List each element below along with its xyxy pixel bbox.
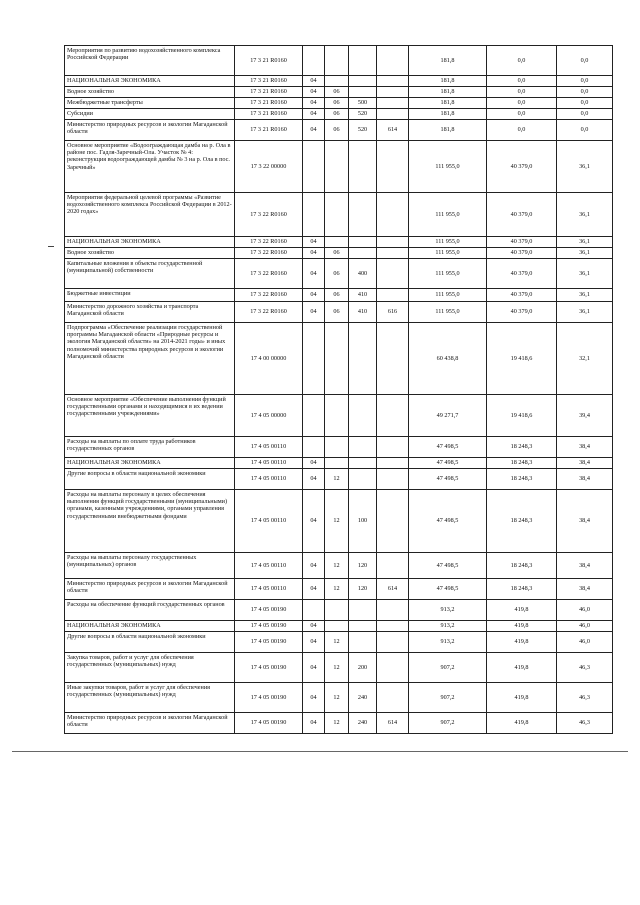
row-percent: 36,1 xyxy=(557,259,613,289)
row-expense-type: 240 xyxy=(349,683,377,713)
row-percent: 38,4 xyxy=(557,579,613,600)
row-administrator xyxy=(377,248,409,259)
row-target-code: 17 3 21 R0160 xyxy=(235,120,303,141)
row-administrator xyxy=(377,600,409,621)
row-plan-amount: 60 438,8 xyxy=(409,323,487,395)
row-plan-amount: 49 271,7 xyxy=(409,395,487,437)
row-name: Расходы на обеспечение функций государственных органов xyxy=(65,600,235,621)
row-target-code: 17 4 05 00190 xyxy=(235,621,303,632)
row-percent: 46,3 xyxy=(557,713,613,734)
row-section: 04 xyxy=(303,109,325,120)
row-plan-amount: 111 955,0 xyxy=(409,248,487,259)
row-target-code: 17 4 05 00190 xyxy=(235,713,303,734)
row-name: Другие вопросы в области национальной экономики xyxy=(65,469,235,490)
table-row xyxy=(65,259,613,289)
row-actual-amount: 0,0 xyxy=(487,120,557,141)
row-expense-type xyxy=(349,632,377,653)
row-plan-amount: 907,2 xyxy=(409,683,487,713)
row-actual-amount: 419,8 xyxy=(487,713,557,734)
row-plan-amount: 47 498,5 xyxy=(409,490,487,553)
row-expense-type xyxy=(349,248,377,259)
table-row xyxy=(65,141,613,193)
row-section: 04 xyxy=(303,490,325,553)
row-administrator xyxy=(377,653,409,683)
row-target-code: 17 4 05 00190 xyxy=(235,653,303,683)
row-plan-amount: 47 498,5 xyxy=(409,553,487,579)
row-section: 04 xyxy=(303,683,325,713)
row-plan-amount: 111 955,0 xyxy=(409,289,487,302)
row-name: Министерство природных ресурсов и экологии Магаданской области xyxy=(65,120,235,141)
row-expense-type xyxy=(349,46,377,76)
row-expense-type xyxy=(349,458,377,469)
row-section: 04 xyxy=(303,713,325,734)
row-administrator: 614 xyxy=(377,579,409,600)
row-percent: 39,4 xyxy=(557,395,613,437)
row-expense-type xyxy=(349,76,377,87)
row-target-code: 17 3 21 R0160 xyxy=(235,87,303,98)
row-percent: 36,1 xyxy=(557,141,613,193)
row-target-code: 17 3 21 R0160 xyxy=(235,98,303,109)
row-subsection: 06 xyxy=(325,109,349,120)
table-row xyxy=(65,683,613,713)
row-subsection xyxy=(325,76,349,87)
table-row xyxy=(65,713,613,734)
row-target-code: 17 4 05 00110 xyxy=(235,458,303,469)
row-expense-type xyxy=(349,141,377,193)
row-section: 04 xyxy=(303,469,325,490)
row-administrator xyxy=(377,237,409,248)
row-section: 04 xyxy=(303,632,325,653)
row-target-code: 17 4 05 00190 xyxy=(235,632,303,653)
row-subsection: 12 xyxy=(325,469,349,490)
table-row xyxy=(65,120,613,141)
row-administrator xyxy=(377,621,409,632)
table-row xyxy=(65,193,613,237)
row-name: НАЦИОНАЛЬНАЯ ЭКОНОМИКА xyxy=(65,621,235,632)
margin-mark xyxy=(48,246,54,247)
row-actual-amount: 0,0 xyxy=(487,87,557,98)
row-name: Министерство природных ресурсов и экологии Магаданской области xyxy=(65,713,235,734)
row-subsection xyxy=(325,323,349,395)
budget-table-body xyxy=(65,46,613,734)
row-actual-amount: 40 379,0 xyxy=(487,193,557,237)
row-section: 04 xyxy=(303,302,325,323)
row-section: 04 xyxy=(303,87,325,98)
table-row xyxy=(65,553,613,579)
row-percent: 0,0 xyxy=(557,76,613,87)
row-target-code: 17 4 05 00000 xyxy=(235,395,303,437)
row-administrator xyxy=(377,458,409,469)
row-name: Межбюджетные трансферты xyxy=(65,98,235,109)
row-plan-amount: 47 498,5 xyxy=(409,458,487,469)
row-plan-amount: 111 955,0 xyxy=(409,141,487,193)
row-subsection xyxy=(325,621,349,632)
row-subsection: 12 xyxy=(325,579,349,600)
row-actual-amount: 0,0 xyxy=(487,98,557,109)
row-section xyxy=(303,46,325,76)
row-subsection xyxy=(325,237,349,248)
row-section: 04 xyxy=(303,76,325,87)
row-target-code: 17 3 22 R0160 xyxy=(235,248,303,259)
row-percent: 38,4 xyxy=(557,469,613,490)
row-administrator xyxy=(377,289,409,302)
row-percent: 36,1 xyxy=(557,302,613,323)
row-target-code: 17 4 05 00190 xyxy=(235,683,303,713)
row-section: 04 xyxy=(303,653,325,683)
row-plan-amount: 111 955,0 xyxy=(409,193,487,237)
row-target-code: 17 4 05 00110 xyxy=(235,579,303,600)
row-section xyxy=(303,395,325,437)
row-target-code: 17 3 22 00000 xyxy=(235,141,303,193)
row-plan-amount: 47 498,5 xyxy=(409,579,487,600)
row-name: Подпрограмма «Обеспечение реализации государственной программы Магаданской области «Природные ресурсы и экология Магаданской области» на 2014-2021 годы» и иных полномочий министерства природных ресурсов и экологии Магаданской области xyxy=(65,323,235,395)
row-subsection xyxy=(325,395,349,437)
budget-table xyxy=(64,45,613,734)
row-subsection xyxy=(325,458,349,469)
row-actual-amount: 0,0 xyxy=(487,109,557,120)
row-subsection: 12 xyxy=(325,490,349,553)
row-target-code: 17 4 05 00110 xyxy=(235,490,303,553)
row-subsection: 06 xyxy=(325,248,349,259)
row-percent: 46,0 xyxy=(557,600,613,621)
table-row xyxy=(65,109,613,120)
row-expense-type: 520 xyxy=(349,109,377,120)
row-name: Мероприятия федеральной целевой программы «Развитие водохозяйственного комплекса Российской Федерации в 2012-2020 годах» xyxy=(65,193,235,237)
row-expense-type xyxy=(349,395,377,437)
row-name: Министерство дорожного хозяйства и транспорта Магаданской области xyxy=(65,302,235,323)
row-subsection: 12 xyxy=(325,653,349,683)
row-actual-amount: 419,8 xyxy=(487,632,557,653)
row-expense-type xyxy=(349,193,377,237)
row-plan-amount: 913,2 xyxy=(409,632,487,653)
row-administrator xyxy=(377,193,409,237)
row-plan-amount: 111 955,0 xyxy=(409,302,487,323)
table-row xyxy=(65,248,613,259)
row-section: 04 xyxy=(303,621,325,632)
row-expense-type: 240 xyxy=(349,713,377,734)
row-percent: 38,4 xyxy=(557,437,613,458)
row-plan-amount: 181,8 xyxy=(409,87,487,98)
row-subsection: 12 xyxy=(325,683,349,713)
row-target-code: 17 3 21 R0160 xyxy=(235,109,303,120)
row-percent: 38,4 xyxy=(557,458,613,469)
row-section: 04 xyxy=(303,289,325,302)
row-subsection: 06 xyxy=(325,259,349,289)
row-name: Мероприятия по развитию водохозяйственного комплекса Российской Федерации xyxy=(65,46,235,76)
row-expense-type: 410 xyxy=(349,302,377,323)
row-actual-amount: 419,8 xyxy=(487,683,557,713)
row-actual-amount: 40 379,0 xyxy=(487,302,557,323)
row-percent: 0,0 xyxy=(557,46,613,76)
row-percent: 0,0 xyxy=(557,109,613,120)
row-percent: 36,1 xyxy=(557,237,613,248)
row-administrator xyxy=(377,323,409,395)
table-row xyxy=(65,302,613,323)
row-subsection xyxy=(325,600,349,621)
row-administrator xyxy=(377,98,409,109)
table-row xyxy=(65,621,613,632)
row-administrator xyxy=(377,141,409,193)
row-target-code: 17 3 22 R0160 xyxy=(235,259,303,289)
row-actual-amount: 419,8 xyxy=(487,621,557,632)
row-administrator xyxy=(377,490,409,553)
row-actual-amount: 18 248,3 xyxy=(487,437,557,458)
row-target-code: 17 4 05 00110 xyxy=(235,553,303,579)
row-expense-type xyxy=(349,621,377,632)
row-percent: 0,0 xyxy=(557,120,613,141)
row-plan-amount: 913,2 xyxy=(409,621,487,632)
row-plan-amount: 181,8 xyxy=(409,109,487,120)
row-actual-amount: 0,0 xyxy=(487,46,557,76)
row-section xyxy=(303,600,325,621)
row-actual-amount: 18 248,3 xyxy=(487,490,557,553)
row-subsection xyxy=(325,193,349,237)
row-administrator xyxy=(377,259,409,289)
row-percent: 46,0 xyxy=(557,632,613,653)
row-expense-type: 520 xyxy=(349,120,377,141)
row-administrator xyxy=(377,46,409,76)
row-target-code: 17 3 22 R0160 xyxy=(235,289,303,302)
row-name: Иные закупки товаров, работ и услуг для обеспечения государственных (муниципальных) нужд xyxy=(65,683,235,713)
row-name: Водное хозяйство xyxy=(65,248,235,259)
row-target-code: 17 4 05 00110 xyxy=(235,469,303,490)
table-row xyxy=(65,395,613,437)
row-percent: 32,1 xyxy=(557,323,613,395)
row-administrator xyxy=(377,395,409,437)
row-expense-type xyxy=(349,323,377,395)
row-administrator xyxy=(377,683,409,713)
table-row xyxy=(65,632,613,653)
row-plan-amount: 181,8 xyxy=(409,76,487,87)
row-section: 04 xyxy=(303,120,325,141)
row-section: 04 xyxy=(303,259,325,289)
row-plan-amount: 111 955,0 xyxy=(409,259,487,289)
row-subsection xyxy=(325,437,349,458)
row-name: Расходы на выплаты персоналу в целях обеспечения выполнения функций государственными (муниципальными) органами, казенными учреждениями, органами управления государственными внебюджетными фондами xyxy=(65,490,235,553)
row-expense-type: 200 xyxy=(349,653,377,683)
row-actual-amount: 18 248,3 xyxy=(487,579,557,600)
row-percent: 0,0 xyxy=(557,98,613,109)
table-row xyxy=(65,323,613,395)
row-percent: 36,1 xyxy=(557,248,613,259)
row-expense-type xyxy=(349,437,377,458)
row-subsection: 06 xyxy=(325,87,349,98)
row-expense-type: 410 xyxy=(349,289,377,302)
row-administrator: 616 xyxy=(377,302,409,323)
row-percent: 0,0 xyxy=(557,87,613,98)
row-section xyxy=(303,141,325,193)
row-plan-amount: 181,8 xyxy=(409,98,487,109)
row-target-code: 17 4 00 00000 xyxy=(235,323,303,395)
row-actual-amount: 40 379,0 xyxy=(487,259,557,289)
row-administrator: 614 xyxy=(377,120,409,141)
row-expense-type: 120 xyxy=(349,553,377,579)
row-name: НАЦИОНАЛЬНАЯ ЭКОНОМИКА xyxy=(65,76,235,87)
table-row xyxy=(65,490,613,553)
row-administrator: 614 xyxy=(377,713,409,734)
row-percent: 38,4 xyxy=(557,490,613,553)
table-row xyxy=(65,76,613,87)
table-row xyxy=(65,653,613,683)
row-expense-type xyxy=(349,600,377,621)
row-name: Закупка товаров, работ и услуг для обеспечения государственных (муниципальных) нужд xyxy=(65,653,235,683)
row-actual-amount: 40 379,0 xyxy=(487,141,557,193)
table-row xyxy=(65,237,613,248)
row-subsection: 06 xyxy=(325,289,349,302)
row-percent: 38,4 xyxy=(557,553,613,579)
row-percent: 46,3 xyxy=(557,683,613,713)
row-plan-amount: 907,2 xyxy=(409,653,487,683)
row-name: Другие вопросы в области национальной экономики xyxy=(65,632,235,653)
row-percent: 36,1 xyxy=(557,289,613,302)
row-actual-amount: 0,0 xyxy=(487,76,557,87)
row-section: 04 xyxy=(303,237,325,248)
row-administrator xyxy=(377,109,409,120)
row-section xyxy=(303,437,325,458)
row-expense-type xyxy=(349,469,377,490)
row-name: Основное мероприятие «Водоограждающая дамба на р. Ола в районе пос. Гадля-Заречный-Ола. Участок № 4: реконструкция водоограждающей дамбы № 3 на р. Ола в пос. Заречный» xyxy=(65,141,235,193)
table-row xyxy=(65,98,613,109)
row-expense-type xyxy=(349,87,377,98)
table-row xyxy=(65,458,613,469)
row-plan-amount: 913,2 xyxy=(409,600,487,621)
row-expense-type: 500 xyxy=(349,98,377,109)
row-section: 04 xyxy=(303,248,325,259)
table-row xyxy=(65,289,613,302)
row-actual-amount: 419,8 xyxy=(487,600,557,621)
row-name: Субсидии xyxy=(65,109,235,120)
row-section xyxy=(303,323,325,395)
row-target-code: 17 3 21 R0160 xyxy=(235,76,303,87)
row-subsection xyxy=(325,46,349,76)
row-section: 04 xyxy=(303,458,325,469)
row-name: Расходы на выплаты персоналу государственных (муниципальных) органов xyxy=(65,553,235,579)
row-plan-amount: 907,2 xyxy=(409,713,487,734)
row-target-code: 17 3 22 R0160 xyxy=(235,193,303,237)
row-actual-amount: 40 379,0 xyxy=(487,289,557,302)
row-actual-amount: 19 418,6 xyxy=(487,323,557,395)
row-actual-amount: 18 248,3 xyxy=(487,458,557,469)
row-actual-amount: 18 248,3 xyxy=(487,469,557,490)
row-target-code: 17 3 22 R0160 xyxy=(235,302,303,323)
row-administrator xyxy=(377,76,409,87)
table-row xyxy=(65,600,613,621)
row-target-code: 17 4 05 00190 xyxy=(235,600,303,621)
row-subsection xyxy=(325,141,349,193)
table-row xyxy=(65,437,613,458)
row-name: Капитальные вложения в объекты государственной (муниципальной) собственности xyxy=(65,259,235,289)
row-section: 04 xyxy=(303,579,325,600)
table-row xyxy=(65,46,613,76)
row-subsection: 12 xyxy=(325,632,349,653)
row-name: НАЦИОНАЛЬНАЯ ЭКОНОМИКА xyxy=(65,458,235,469)
row-actual-amount: 40 379,0 xyxy=(487,237,557,248)
row-actual-amount: 19 418,6 xyxy=(487,395,557,437)
row-section: 04 xyxy=(303,98,325,109)
row-name: Основное мероприятие «Обеспечение выполнения функций государственными органами и находящимися в их ведении государственными учреждениями» xyxy=(65,395,235,437)
row-expense-type: 100 xyxy=(349,490,377,553)
row-administrator xyxy=(377,87,409,98)
table-row xyxy=(65,469,613,490)
row-actual-amount: 18 248,3 xyxy=(487,553,557,579)
row-name: Расходы на выплаты по оплате труда работников государственных органов xyxy=(65,437,235,458)
row-subsection: 12 xyxy=(325,713,349,734)
row-name: Министерство природных ресурсов и экологии Магаданской области xyxy=(65,579,235,600)
row-percent: 46,3 xyxy=(557,653,613,683)
row-plan-amount: 47 498,5 xyxy=(409,469,487,490)
row-actual-amount: 40 379,0 xyxy=(487,248,557,259)
row-subsection: 06 xyxy=(325,120,349,141)
row-target-code: 17 3 22 R0160 xyxy=(235,237,303,248)
row-expense-type xyxy=(349,237,377,248)
row-plan-amount: 181,8 xyxy=(409,46,487,76)
row-administrator xyxy=(377,632,409,653)
row-expense-type: 120 xyxy=(349,579,377,600)
row-plan-amount: 47 498,5 xyxy=(409,437,487,458)
row-section: 04 xyxy=(303,553,325,579)
row-plan-amount: 111 955,0 xyxy=(409,237,487,248)
row-percent: 36,1 xyxy=(557,193,613,237)
page-bottom-rule xyxy=(12,751,628,752)
row-name: Бюджетные инвестиции xyxy=(65,289,235,302)
row-subsection: 12 xyxy=(325,553,349,579)
table-row xyxy=(65,87,613,98)
row-name: НАЦИОНАЛЬНАЯ ЭКОНОМИКА xyxy=(65,237,235,248)
row-administrator xyxy=(377,553,409,579)
row-expense-type: 400 xyxy=(349,259,377,289)
row-section xyxy=(303,193,325,237)
row-name: Водное хозяйство xyxy=(65,87,235,98)
row-subsection: 06 xyxy=(325,302,349,323)
row-administrator xyxy=(377,437,409,458)
row-actual-amount: 419,8 xyxy=(487,653,557,683)
row-subsection: 06 xyxy=(325,98,349,109)
row-target-code: 17 3 21 R0160 xyxy=(235,46,303,76)
row-plan-amount: 181,8 xyxy=(409,120,487,141)
table-row xyxy=(65,579,613,600)
budget-table-page xyxy=(64,45,612,734)
row-percent: 46,0 xyxy=(557,621,613,632)
row-administrator xyxy=(377,469,409,490)
row-target-code: 17 4 05 00110 xyxy=(235,437,303,458)
